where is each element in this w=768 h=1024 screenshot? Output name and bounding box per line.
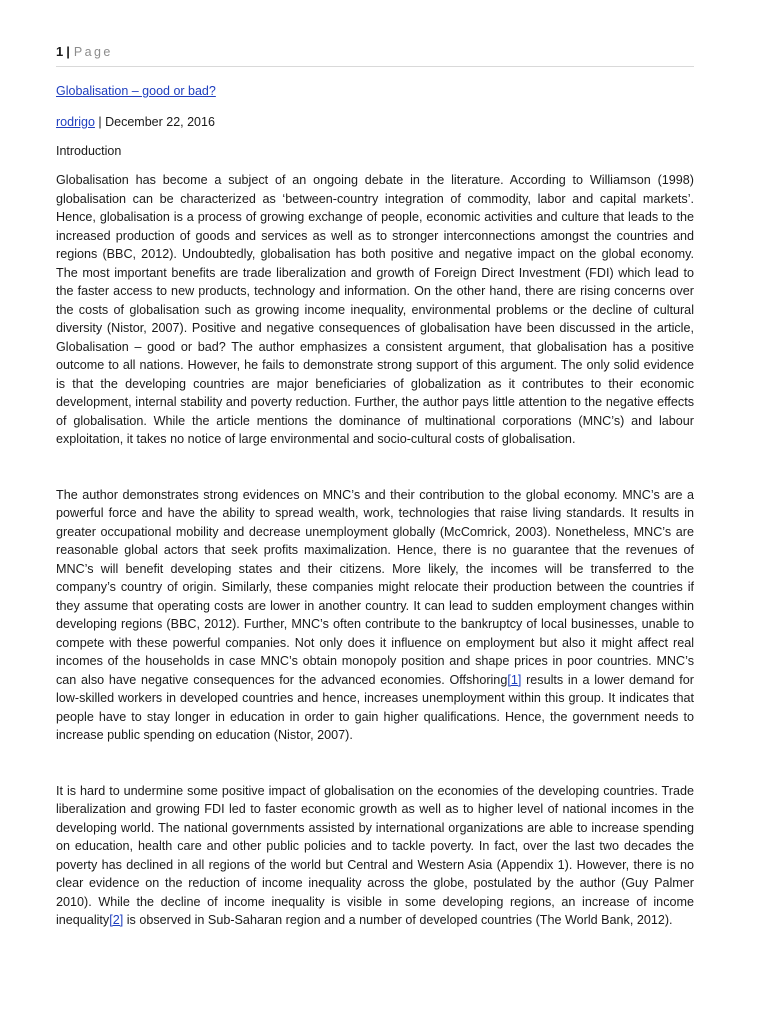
paragraph-3	[56, 782, 694, 930]
footnote-link-2[interactable]: [2]	[109, 913, 124, 927]
page-separator: |	[66, 44, 70, 59]
footnote-link-1[interactable]: [1]	[507, 672, 522, 687]
byline-separator: |	[94, 115, 106, 129]
section-heading: Introduction	[56, 144, 122, 158]
page-label: Page	[73, 45, 113, 59]
paragraph-1: Globalisation has become a subject of an ongoing debate in the literature. According to Williamson (1998) globalisation can be characterized as ‘between-country integration of commodity, labor and capital markets’. Hence, globalisation is a process of growing exchange of people, economic activities and culture that leads to the increased production of goods and services as well as to stronger interconnections amongst the countries and regions (BBC, 2012). Undoubtedly, globalisation has both positive and negative impact on the global economy. The most important benefits are trade liberalization and growth of Foreign Direct Investment (FDI) which lead to the faster access to new products, technology and information. On the other hand, there are rising concerns over the costs of globalisation such as growing income inequality, environmental problems or the decline of cultural diversity (Nistor, 2007). Positive and negative consequences of globalisation have been discussed in the article, Globalisation – good or bad? The author emphasizes a consistent argument, that globalisation has a positive outcome to all nations. However, he fails to demonstrate strong support of this argument. The only solid evidence is that the developing countries are major beneficiaries of globalization as it contributes to their economic development, internal stability and poverty reduction. Further, the author pays little attention to the negative effects of globalisation. While the article mentions the dominance of multinational corporations (MNC’s) and labour exploitation, it takes no notice of large environmental and socio-cultural costs of globalisation.	[56, 173, 694, 446]
paragraph-2	[56, 486, 694, 745]
author-link[interactable]: rodrigo	[56, 115, 95, 129]
publish-date: December 22, 2016	[105, 115, 215, 129]
page-header	[56, 44, 694, 67]
paragraph-3-text-a: It is hard to undermine some positive impact of globalisation on the economies of the developing countries. Trade liberalization and growing FDI led to faster economic growth as well as to higher level of national incomes in the developing world. The national governments assisted by international organizations are able to increase spending on education, health care and other public policies and to tackle poverty. In fact, over the last two decades the poverty has declined in all regions of the world but Central and Western Asia (Appendix 1). However, there is no clear evidence on the reduction of income inequality across the globe, postulated by the author (Guy Palmer 2010). While the decline of income inequality is visible in some developing regions, an increase of income inequality	[56, 783, 694, 927]
paragraph-2-text-b: results in a lower demand for low-skilled workers in developed countries and hence, increases unemployment within this group. It indicates that people have to stay longer in education in order to gain higher qualifications. Hence, the government needs to increase public spending on education (Nistor, 2007).	[56, 672, 694, 742]
byline	[56, 115, 694, 133]
paragraph-2-text-a: The author demonstrates strong evidences on MNC’s and their contribution to the global economy. MNC’s are a powerful force and have the ability to spread wealth, work, technologies that raise living standards. It results in greater occupational mobility and decrease unemployment globally (McComrick, 2003). Nonetheless, MNC’s are reasonable global actors that seek profits maximalization. Hence, there is no guarantee that the revenues of MNC’s will benefit developing states and their citizens. More likely, the incomes will be transferred to the company’s country of origin. Similarly, these companies might relocate their production between the countries if they assume that operating costs are lower in another country. It can lead to sudden employment changes within developing regions (BBC, 2012). Further, MNC’s often contribute to the bankruptcy of local businesses, unable to compete with these powerful companies. Not only does it influence on employment but also it might affect real incomes of the households in case MNC’s obtain monopoly position and shape prices in poor countries. MNC’s can also have negative consequences for the advanced economies. Offshoring	[56, 487, 694, 687]
document-page	[56, 44, 694, 930]
paragraph-3-text-b: is observed in Sub-Saharan region and a number of developed countries (The World Bank, 2012).	[123, 913, 673, 927]
article-title-link[interactable]: Globalisation – good or bad?	[56, 84, 216, 98]
page-number: 1	[56, 44, 64, 59]
